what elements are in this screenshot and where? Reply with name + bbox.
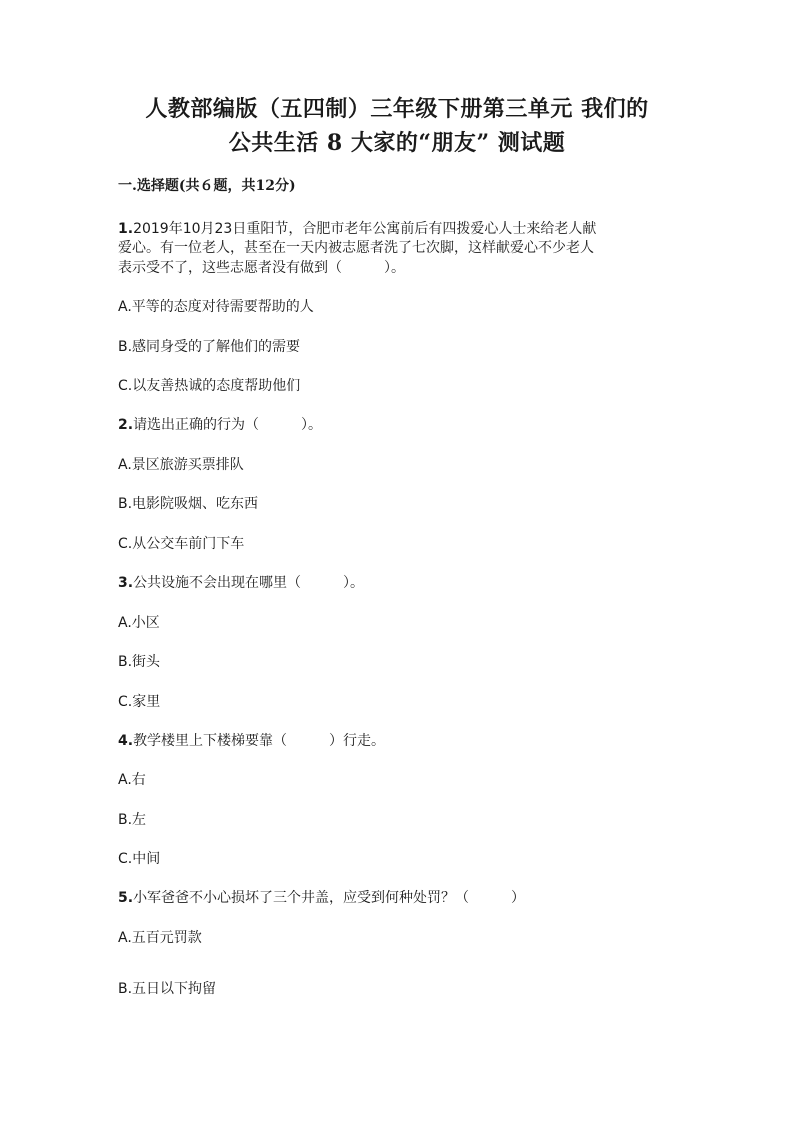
question-4-number: 4.	[118, 733, 134, 749]
question-5-option-b: B.五日以下拘留	[118, 981, 217, 997]
question-5-text: 小军爸爸不小心损坏了三个井盖，应受到何种处罚？（ ）	[133, 890, 526, 906]
document-title-line-2: 公共生活 8 大家的“朋友” 测试题	[228, 130, 566, 156]
question-1-text-line-2: 爱心。有一位老人，甚至在一天内被志愿者洗了七次脚，这样献爱心不少老人	[118, 240, 594, 256]
question-3-number: 3.	[118, 575, 134, 591]
question-2-option-a: A.景区旅游买票排队	[118, 457, 244, 473]
question-1-option-b: B.感同身受的了解他们的需要	[118, 339, 301, 355]
question-2-stem	[118, 418, 678, 432]
question-1-option-a: A.平等的态度对待需要帮助的人	[118, 299, 314, 315]
question-1-line-1	[118, 222, 678, 236]
question-1-text-line-3: 表示受不了，这些志愿者没有做到（ ）。	[118, 260, 405, 276]
question-3-text: 公共设施不会出现在哪里（ ）。	[133, 575, 365, 591]
question-5-number: 5.	[118, 890, 134, 906]
question-4-option-a: A.右	[118, 772, 146, 788]
question-5-option-a: A.五百元罚款	[118, 930, 202, 946]
question-1-number: 1.	[118, 221, 134, 237]
question-2-number: 2.	[118, 417, 134, 433]
question-1-option-c: C.以友善热诚的态度帮助他们	[118, 378, 301, 394]
document-title-line-1: 人教部编版（五四制）三年级下册第三单元 我们的	[145, 96, 649, 122]
question-4-option-c: C.中间	[118, 851, 161, 867]
question-5-stem	[118, 891, 678, 905]
question-1-text-line-1: 2019年10月23日重阳节，合肥市老年公寓前后有四拨爱心人士来给老人献	[133, 221, 597, 237]
question-3-option-a: A.小区	[118, 615, 160, 631]
question-4-text: 教学楼里上下楼梯要靠（ ）行走。	[133, 733, 386, 749]
question-2-option-b: B.电影院吸烟、吃东西	[118, 496, 259, 512]
question-3-stem	[118, 576, 678, 590]
question-3-option-b: B.街头	[118, 654, 161, 670]
question-4-option-b: B.左	[118, 812, 147, 828]
question-4-stem	[118, 734, 678, 748]
question-2-option-c: C.从公交车前门下车	[118, 536, 245, 552]
question-3-option-c: C.家里	[118, 694, 161, 710]
section-heading: 一.选择题(共６题，共12分)	[118, 178, 296, 194]
question-2-text: 请选出正确的行为（ ）。	[133, 417, 323, 433]
